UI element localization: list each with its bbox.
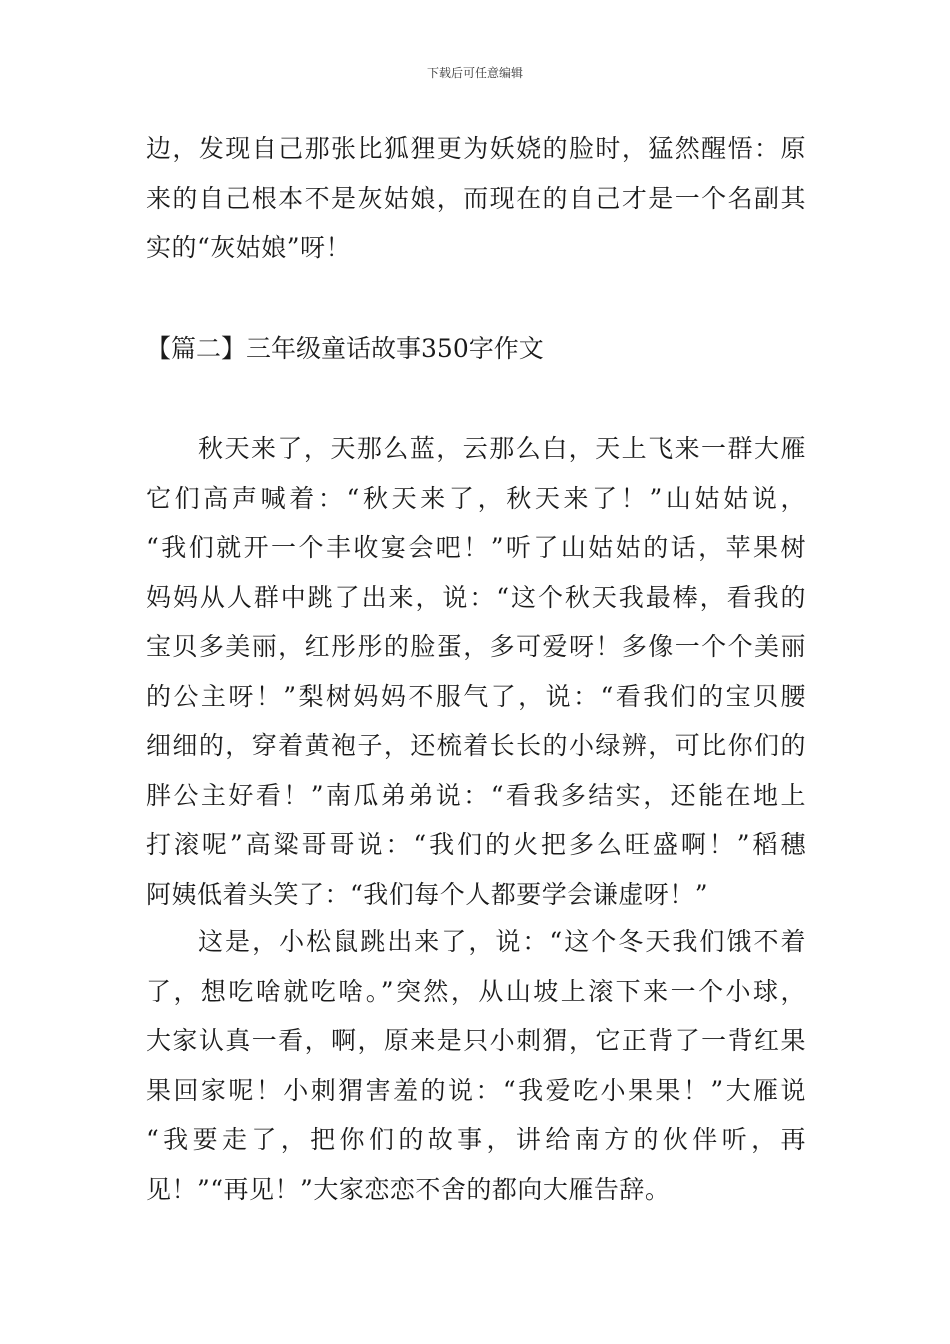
text-line: 果回家呢！小刺猬害羞的说：“我爱吃小果果！”大雁说 [146,1075,806,1105]
text-line: 胖公主好看！”南瓜弟弟说：“看我多结实，还能在地上 [146,780,806,810]
text-line: 边，发现自己那张比狐狸更为妖娆的脸时，猛然醒悟：原 [146,134,806,163]
text-line: 打滚呢”高粱哥哥说：“我们的火把多么旺盛啊！”稻穗 [146,830,806,859]
text-line: 见！”“再见！”大家恋恋不舍的都向大雁告辞。 [146,1174,671,1204]
intro-paragraph [146,124,806,273]
text-line: 妈妈从人群中跳了出来，说：“这个秋天我最棒，看我的 [146,582,806,612]
section-title: 【篇二】三年级童话故事350字作文 [146,334,544,363]
text-line: 宝贝多美丽，红彤彤的脸蛋，多可爱呀！多像一个个美丽 [146,632,806,661]
text-line: 秋天来了，天那么蓝，云那么白，天上飞来一群大雁 [198,434,806,463]
text-line: 大家认真一看，啊，原来是只小刺猬，它正背了一背红果 [146,1026,806,1055]
text-line: 细细的，穿着黄袍子，还梳着长长的小绿辨，可比你们的 [146,731,806,760]
text-line: “我要走了，把你们的故事，讲给南方的伙伴听，再 [146,1125,806,1154]
text-line: 它们高声喊着：“秋天来了，秋天来了！”山姑姑说， [146,483,806,513]
text-line: 了，想吃啥就吃啥。”突然，从山坡上滚下来一个小球， [146,976,806,1006]
text-line: “我们就开一个丰收宴会吧！”听了山姑姑的话，苹果树 [146,533,806,562]
text-line: 这是，小松鼠跳出来了，说：“这个冬天我们饿不着 [198,927,806,956]
text-line: 阿姨低着头笑了：“我们每个人都要学会谦虚呀！” [146,879,709,909]
story-paragraph-1 [146,424,806,919]
text-line: 来的自己根本不是灰姑娘，而现在的自己才是一个名副其 [146,183,806,213]
text-line: 实的“灰姑娘”呀！ [146,233,352,262]
story-paragraph-2 [146,917,806,1214]
text-line: 的公主呀！”梨树妈妈不服气了，说：“看我们的宝贝腰 [146,681,806,711]
page-header: 下载后可任意编辑 [426,66,523,80]
